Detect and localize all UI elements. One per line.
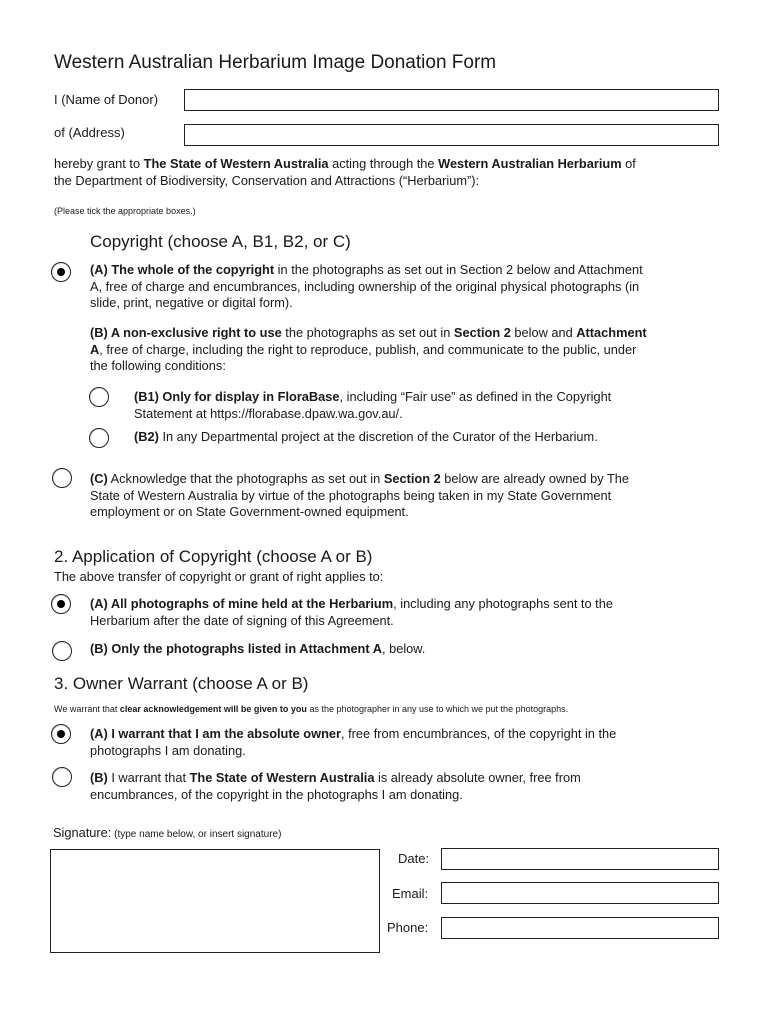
radio-warrant-a[interactable] [51,724,71,744]
date-field[interactable] [441,848,719,870]
option-copyright-b2: (B2) In any Departmental project at the discretion of the Curator of the Herbarium. [134,429,598,444]
option-warrant-a: (A) I warrant that I am the absolute owner, free from encumbrances, of the copyright in the photographs I am donating. [90,726,617,758]
radio-copyright-b1[interactable] [89,387,109,407]
option-application-b: (B) Only the photographs listed in Attachment A, below. [90,641,426,656]
option-copyright-b: (B) A non-exclusive right to use the photographs as set out in Section 2 below and Attachment A, free of charge, including the right to reproduce, publish, and communicate to the public, under the following conditions: [90,325,647,373]
radio-application-a[interactable] [51,594,71,614]
radio-copyright-a[interactable] [51,262,71,282]
tick-note: (Please tick the appropriate boxes.) [54,206,196,216]
grant-statement: hereby grant to The State of Western Australia acting through the Western Australian Herbarium of the Department of Biodiversity, Conservation and Attractions (“Herbarium”): [54,156,636,188]
signature-box[interactable] [50,849,380,953]
warrant-note: We warrant that clear acknowledgement will be given to you as the photographer in any use to which we put the photographs. [54,704,569,714]
phone-label: Phone: [387,920,429,935]
option-copyright-c: (C) Acknowledge that the photographs as set out in Section 2 below are already owned by The State of Western Australia by virtue of the photographs being taken in my State Government employment or on State Government-owned equipment. [90,471,629,519]
signature-label: Signature: (type name below, or insert signature) [53,825,282,840]
section1-heading: Copyright (choose A, B1, B2, or C) [90,232,351,251]
option-warrant-b: (B) I warrant that The State of Western Australia is already absolute owner, free from encumbrances, of the copyright in the photographs I am donating. [90,770,581,802]
email-field[interactable] [441,882,719,904]
address-label: of (Address) [54,125,125,140]
radio-warrant-b[interactable] [52,767,72,787]
date-label: Date: [398,851,430,866]
radio-application-b[interactable] [52,641,72,661]
email-label: Email: [392,886,429,901]
phone-field[interactable] [441,917,719,939]
donor-name-field[interactable] [184,89,719,111]
option-application-a: (A) All photographs of mine held at the Herbarium, including any photographs sent to the Herbarium after the date of signing of this Agreement. [90,596,613,628]
radio-copyright-c[interactable] [52,468,72,488]
option-copyright-b1: (B1) Only for display in FloraBase, including “Fair use” as defined in the Copyright Statement at https://florabase.dpaw.wa.gov.au/. [134,389,612,421]
donor-name-label: I (Name of Donor) [54,92,159,107]
option-copyright-a: (A) The whole of the copyright in the photographs as set out in Section 2 below and Attachment A, free of charge and encumbrances, including ownership of the original physical photographs (in slide, print, negative or digital form). [90,262,643,310]
address-field[interactable] [184,124,719,146]
section2-intro: The above transfer of copyright or grant of right applies to: [54,569,384,584]
radio-copyright-b2[interactable] [89,428,109,448]
section3-heading: 3. Owner Warrant (choose A or B) [54,674,309,693]
section2-heading: 2. Application of Copyright (choose A or B) [54,547,373,566]
form-title: Western Australian Herbarium Image Donation Form [54,52,497,73]
